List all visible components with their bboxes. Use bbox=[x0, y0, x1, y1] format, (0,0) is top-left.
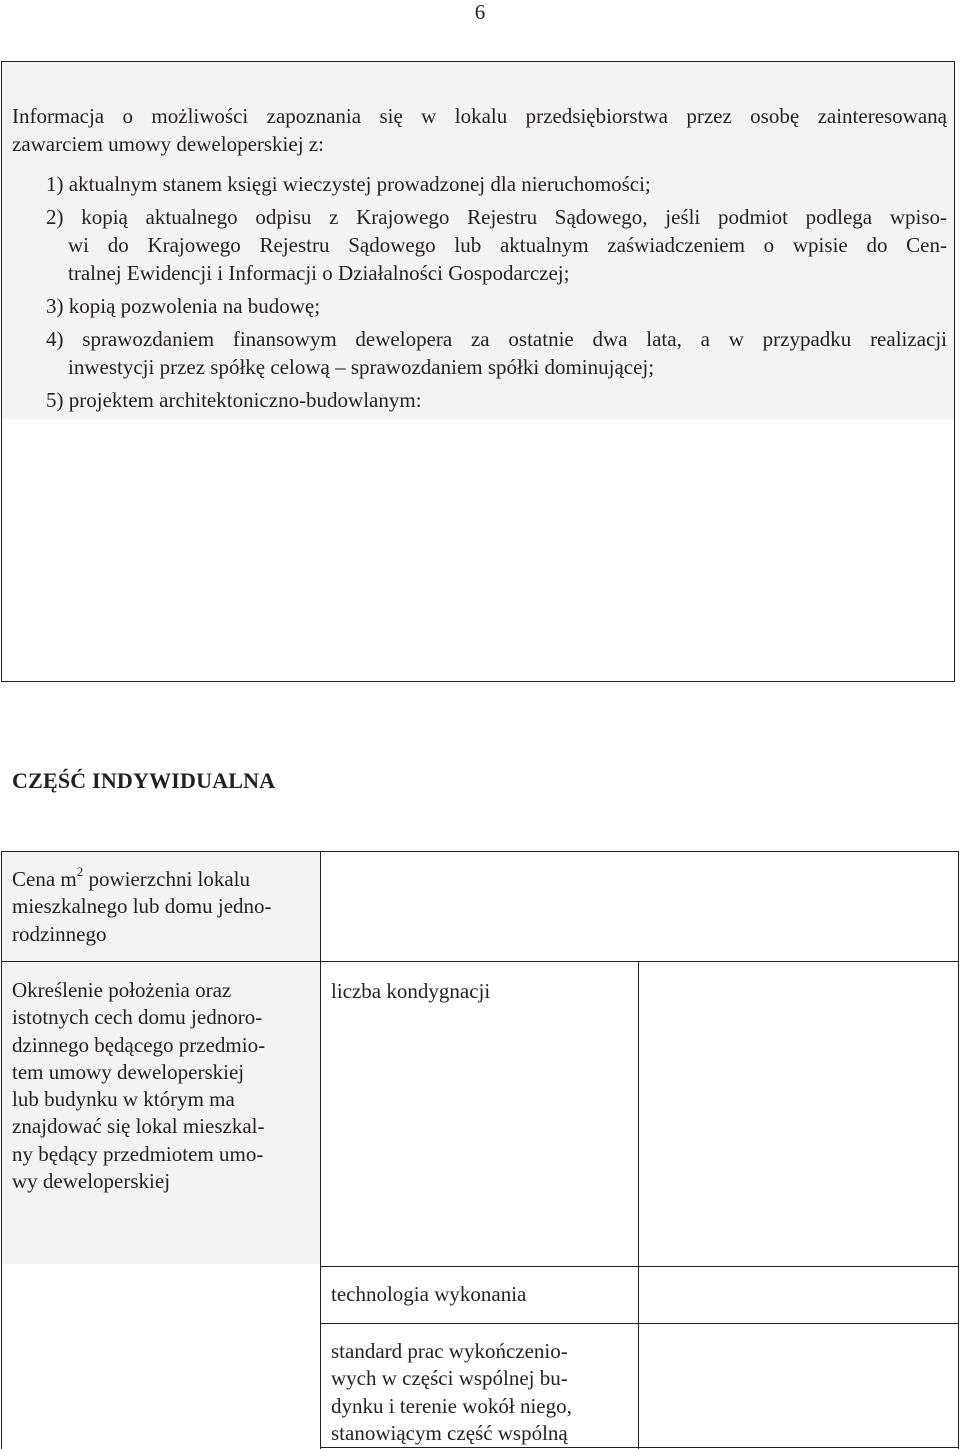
technology-label-text: technologia wykonania bbox=[331, 1282, 527, 1306]
finishing-label-line: standard prac wykończenio- bbox=[331, 1339, 568, 1363]
info-box-text bbox=[12, 102, 947, 419]
location-label-line: ny będący przedmiotem umo- bbox=[12, 1141, 264, 1166]
list-item-line: inwestycji przez spółkę celową – sprawozdaniem spółki dominującej; bbox=[68, 355, 655, 379]
price-label-prefix: Cena m bbox=[12, 867, 77, 891]
list-item bbox=[12, 292, 947, 320]
finishing-label-line: stanowiącym część wspólną bbox=[331, 1420, 568, 1445]
location-label-line: tem umowy deweloperskiej bbox=[12, 1059, 245, 1084]
technology-label bbox=[331, 1281, 526, 1308]
table-border-right bbox=[958, 851, 959, 1449]
list-item-line: wi do Krajowego Rejestru Sądowego lub aktualnym zaświadczeniem o wpisie do Cen- bbox=[68, 233, 947, 257]
technology-value-field[interactable] bbox=[639, 1267, 958, 1323]
floors-count-label bbox=[331, 978, 490, 1005]
list-item bbox=[12, 170, 947, 198]
location-label-line: dzinnego będącego przedmio- bbox=[12, 1032, 266, 1057]
finishing-standard-value-field[interactable] bbox=[639, 1324, 958, 1447]
list-item bbox=[12, 203, 947, 287]
list-item-line: 4) sprawozdaniem finansowym dewelopera za ostatnie dwa lata, a w przypadku realizacji bbox=[46, 327, 947, 351]
price-label-line: mieszkalnego lub domu jedno- bbox=[12, 894, 272, 919]
price-label-superscript: 2 bbox=[76, 864, 84, 879]
list-item-line: 2) kopią aktualnego odpisu z Krajowego Rejestru Sądowego, jeśli podmiot podlega wpiso- bbox=[46, 205, 947, 229]
floors-count-label-text: liczba kondygnacji bbox=[331, 979, 491, 1003]
list-item-line: 1) aktualnym stanem księgi wieczystej prowadzonej dla nieruchomości; bbox=[46, 172, 651, 196]
list-item bbox=[12, 386, 947, 414]
location-label-line: wy deweloperskiej bbox=[12, 1169, 171, 1194]
location-label-line: znajdować się lokal mieszkal- bbox=[12, 1114, 265, 1139]
list-item bbox=[12, 325, 947, 381]
location-label-line: Określenie położenia oraz bbox=[12, 978, 232, 1002]
location-features-label bbox=[12, 977, 265, 1195]
location-label-line: istotnych cech domu jednoro- bbox=[12, 1005, 263, 1030]
price-per-m2-label bbox=[12, 866, 272, 948]
info-intro bbox=[12, 102, 947, 158]
price-label-line bbox=[12, 866, 272, 893]
list-item-line: 3) kopią pozwolenia na budowę; bbox=[46, 294, 321, 318]
table-border-left bbox=[1, 851, 2, 1449]
list-item-line: 5) projektem architektoniczno-budowlanym: bbox=[46, 388, 422, 412]
info-intro-line: Informacja o możliwości zapoznania się w lokalu przedsiębiorstwa przez osobę zainteresowaną bbox=[12, 104, 947, 128]
info-box bbox=[1, 61, 955, 682]
location-label-line: lub budynku w którym ma bbox=[12, 1087, 235, 1112]
price-per-m2-value-field[interactable] bbox=[321, 852, 958, 961]
finishing-label-line: wych w części wspólnej bu- bbox=[331, 1366, 568, 1391]
finishing-standard-label bbox=[331, 1338, 572, 1447]
finishing-label-line: dynku i terenie wokół niego, bbox=[331, 1393, 572, 1418]
floors-count-value-field[interactable] bbox=[639, 962, 958, 1266]
section-heading: CZĘŚĆ INDYWIDUALNA bbox=[12, 768, 276, 793]
info-intro-line: zawarciem umowy deweloperskiej z: bbox=[12, 132, 324, 156]
list-item-line: tralnej Ewidencji i Informacji o Działalności Gospodarczej; bbox=[68, 261, 570, 285]
price-label-suffix: powierzchni lokalu bbox=[83, 867, 251, 891]
info-items-list bbox=[12, 170, 947, 414]
price-label-line: rodzinnego bbox=[12, 921, 107, 946]
page-number: 6 bbox=[474, 0, 486, 24]
